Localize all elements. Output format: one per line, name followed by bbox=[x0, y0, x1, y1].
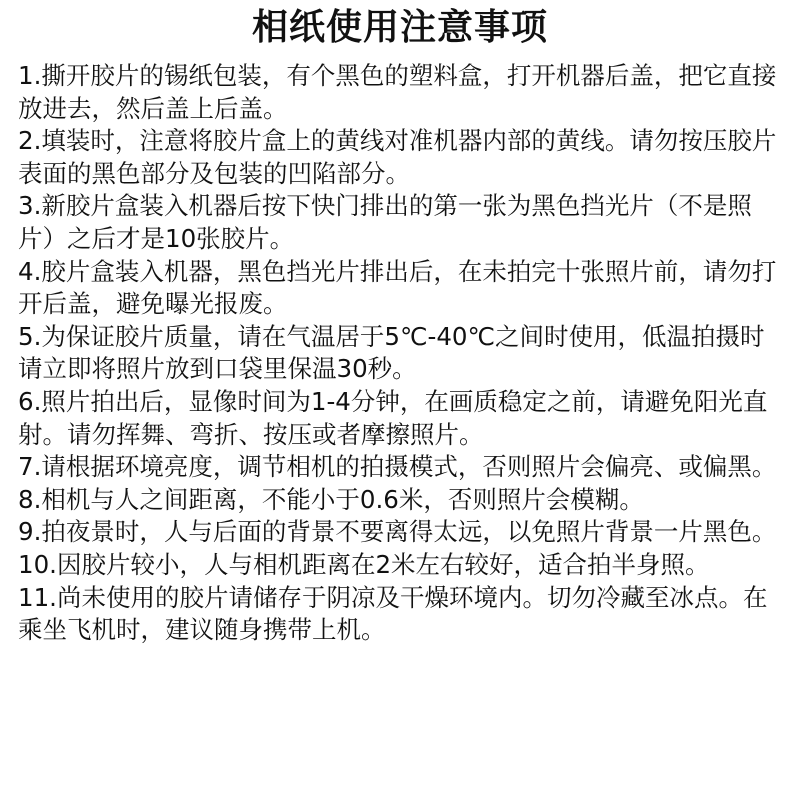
note-item-1: 1.撕开胶片的锡纸包装，有个黑色的塑料盒，打开机器后盖，把它直接放进去，然后盖上后盖。 bbox=[18, 61, 777, 123]
note-item-8: 8.相机与人之间距离，不能小于0.6米，否则照片会模糊。 bbox=[18, 484, 644, 514]
note-item-3: 3.新胶片盒装入机器后按下快门排出的第一张为黑色挡光片（不是照片）之后才是10张胶片。 bbox=[18, 191, 752, 253]
note-item-7: 7.请根据环境亮度，调节相机的拍摄模式，否则照片会偏亮、或偏黑。 bbox=[18, 452, 777, 482]
note-item-6: 6.照片拍出后，显像时间为1-4分钟，在画质稳定之前，请避免阳光直射。请勿挥舞、弯折、按压或者摩擦照片。 bbox=[18, 386, 768, 449]
note-item-9: 9.拍夜景时，人与后面的背景不要离得太远，以免照片背景一片黑色。 bbox=[18, 517, 777, 547]
page-title: 相纸使用注意事项 bbox=[251, 7, 548, 48]
note-item-10: 10.因胶片较小，人与相机距离在2米左右较好，适合拍半身照。 bbox=[18, 549, 710, 579]
note-item-11: 11.尚未使用的胶片请储存于阴凉及干燥环境内。切勿冷藏至冰点。在乘坐飞机时，建议随身携带上机。 bbox=[18, 582, 768, 645]
note-item-4: 4.胶片盒装入机器，黑色挡光片排出后，在未拍完十张照片前，请勿打开后盖，避免曝光报废。 bbox=[18, 256, 777, 319]
notes-list bbox=[18, 60, 788, 647]
note-item-5: 5.为保证胶片质量，请在气温居于5℃-40℃之间时使用，低温拍摄时请立即将照片放到口袋里保温30秒。 bbox=[18, 321, 765, 384]
note-item-2: 2.填装时，注意将胶片盒上的黄线对准机器内部的黄线。请勿按压胶片表面的黑色部分及包装的凹陷部分。 bbox=[18, 126, 777, 188]
